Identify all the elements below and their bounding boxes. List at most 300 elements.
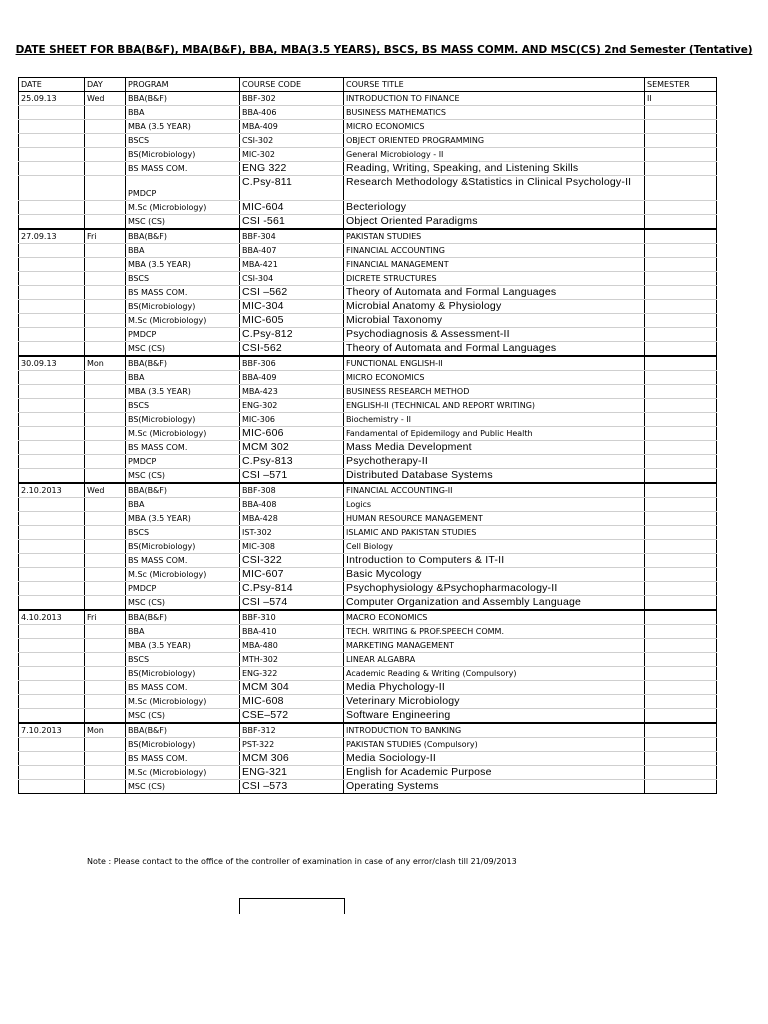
program-cell: BSCS: [126, 653, 240, 667]
table-row: [19, 441, 717, 455]
semester-cell: [645, 244, 717, 258]
semester-cell: [645, 441, 717, 455]
semester-cell: [645, 229, 717, 244]
program-cell: MSC (CS): [126, 215, 240, 230]
course-code-cell: CSE–572: [240, 709, 344, 724]
date-cell: [19, 328, 85, 342]
table-row: [19, 215, 717, 230]
table-row: [19, 469, 717, 484]
program-cell: PMDCP: [126, 328, 240, 342]
course-code-cell: MCM 304: [240, 681, 344, 695]
header-course-code: COURSE CODE: [240, 78, 344, 92]
course-code-cell: CSI –562: [240, 286, 344, 300]
table-row: [19, 385, 717, 399]
date-cell: [19, 385, 85, 399]
semester-cell: [645, 540, 717, 554]
table-row: [19, 201, 717, 215]
program-cell: BSCS: [126, 399, 240, 413]
day-cell: Mon: [85, 723, 126, 738]
table-row: [19, 653, 717, 667]
program-cell: MSC (CS): [126, 342, 240, 357]
course-code-cell: ENG-322: [240, 667, 344, 681]
semester-cell: [645, 738, 717, 752]
day-cell: [85, 134, 126, 148]
day-cell: Fri: [85, 610, 126, 625]
day-cell: [85, 258, 126, 272]
semester-cell: II: [645, 92, 717, 106]
table-row: [19, 695, 717, 709]
program-cell: BBA(B&F): [126, 483, 240, 498]
program-cell: M.Sc (Microbiology): [126, 568, 240, 582]
program-cell: BS(Microbiology): [126, 667, 240, 681]
course-title-cell: Research Methodology &Statistics in Clinical Psychology-II: [344, 176, 645, 201]
table-header-row: [19, 78, 717, 92]
footer-note: Note : Please contact to the office of the controller of examination in case of any error/clash till 21/09/2013: [87, 857, 517, 866]
semester-cell: [645, 780, 717, 794]
date-cell: [19, 441, 85, 455]
day-cell: [85, 469, 126, 484]
course-code-cell: ENG 322: [240, 162, 344, 176]
course-title-cell: Reading, Writing, Speaking, and Listening Skills: [344, 162, 645, 176]
semester-cell: [645, 385, 717, 399]
course-code-cell: MCM 306: [240, 752, 344, 766]
course-title-cell: MICRO ECONOMICS: [344, 120, 645, 134]
table-row: [19, 709, 717, 724]
day-cell: [85, 667, 126, 681]
table-row: [19, 568, 717, 582]
course-code-cell: MBA-480: [240, 639, 344, 653]
day-cell: [85, 653, 126, 667]
date-cell: [19, 371, 85, 385]
date-cell: [19, 738, 85, 752]
day-cell: [85, 427, 126, 441]
semester-cell: [645, 582, 717, 596]
course-title-cell: HUMAN RESOURCE MANAGEMENT: [344, 512, 645, 526]
date-cell: [19, 148, 85, 162]
day-cell: Fri: [85, 229, 126, 244]
semester-cell: [645, 610, 717, 625]
program-cell: MSC (CS): [126, 780, 240, 794]
course-code-cell: CSI-304: [240, 272, 344, 286]
course-code-cell: MIC-304: [240, 300, 344, 314]
course-title-cell: BUSINESS MATHEMATICS: [344, 106, 645, 120]
table-row: [19, 134, 717, 148]
day-cell: [85, 148, 126, 162]
course-code-cell: BBF-308: [240, 483, 344, 498]
date-cell: [19, 134, 85, 148]
course-code-cell: MIC-604: [240, 201, 344, 215]
program-cell: PMDCP: [126, 582, 240, 596]
day-cell: [85, 272, 126, 286]
course-title-cell: Software Engineering: [344, 709, 645, 724]
table-row: [19, 92, 717, 106]
course-code-cell: CSI-302: [240, 134, 344, 148]
table-row: [19, 596, 717, 611]
date-cell: [19, 568, 85, 582]
program-cell: BS MASS COM.: [126, 554, 240, 568]
course-code-cell: BBA-410: [240, 625, 344, 639]
semester-cell: [645, 201, 717, 215]
date-cell: [19, 625, 85, 639]
table-row: [19, 148, 717, 162]
program-cell: BS(Microbiology): [126, 148, 240, 162]
semester-cell: [645, 596, 717, 611]
course-title-cell: FINANCIAL ACCOUNTING: [344, 244, 645, 258]
program-cell: BBA: [126, 625, 240, 639]
semester-cell: [645, 469, 717, 484]
program-cell: M.Sc (Microbiology): [126, 695, 240, 709]
course-title-cell: English for Academic Purpose: [344, 766, 645, 780]
day-cell: [85, 766, 126, 780]
table-row: [19, 314, 717, 328]
semester-cell: [645, 148, 717, 162]
course-title-cell: PAKISTAN STUDIES: [344, 229, 645, 244]
course-code-cell: C.Psy-811: [240, 176, 344, 201]
program-cell: BBA: [126, 106, 240, 120]
semester-cell: [645, 176, 717, 201]
course-title-cell: Theory of Automata and Formal Languages: [344, 286, 645, 300]
day-cell: [85, 498, 126, 512]
course-title-cell: Logics: [344, 498, 645, 512]
program-cell: BSCS: [126, 134, 240, 148]
course-title-cell: Object Oriented Paradigms: [344, 215, 645, 230]
day-cell: [85, 328, 126, 342]
table-row: [19, 286, 717, 300]
table-row: [19, 427, 717, 441]
course-title-cell: Basic Mycology: [344, 568, 645, 582]
day-cell: [85, 738, 126, 752]
day-cell: [85, 120, 126, 134]
day-cell: [85, 526, 126, 540]
course-code-cell: BBF-306: [240, 356, 344, 371]
course-title-cell: Psychotherapy-II: [344, 455, 645, 469]
date-cell: [19, 596, 85, 611]
course-title-cell: ENGLISH-II (TECHNICAL AND REPORT WRITING): [344, 399, 645, 413]
date-cell: 4.10.2013: [19, 610, 85, 625]
program-cell: M.Sc (Microbiology): [126, 766, 240, 780]
date-cell: 27.09.13: [19, 229, 85, 244]
program-cell: BSCS: [126, 272, 240, 286]
course-title-cell: ISLAMIC AND PAKISTAN STUDIES: [344, 526, 645, 540]
course-title-cell: MICRO ECONOMICS: [344, 371, 645, 385]
header-course-title: COURSE TITLE: [344, 78, 645, 92]
program-cell: BBA(B&F): [126, 92, 240, 106]
date-cell: 25.09.13: [19, 92, 85, 106]
day-cell: Wed: [85, 483, 126, 498]
table-row: [19, 498, 717, 512]
course-title-cell: INTRODUCTION TO FINANCE: [344, 92, 645, 106]
date-cell: [19, 314, 85, 328]
course-title-cell: FINANCIAL MANAGEMENT: [344, 258, 645, 272]
program-cell: BBA: [126, 371, 240, 385]
course-code-cell: CSI –574: [240, 596, 344, 611]
date-cell: [19, 427, 85, 441]
course-title-cell: Academic Reading & Writing (Compulsory): [344, 667, 645, 681]
semester-cell: [645, 286, 717, 300]
course-code-cell: BBA-408: [240, 498, 344, 512]
date-cell: [19, 162, 85, 176]
course-code-cell: MBA-428: [240, 512, 344, 526]
program-cell: PMDCP: [126, 176, 240, 201]
header-date: DATE: [19, 78, 85, 92]
date-cell: 7.10.2013: [19, 723, 85, 738]
table-row: [19, 300, 717, 314]
date-cell: [19, 258, 85, 272]
day-cell: [85, 695, 126, 709]
date-cell: [19, 554, 85, 568]
program-cell: PMDCP: [126, 455, 240, 469]
semester-cell: [645, 413, 717, 427]
course-title-cell: Microbial Taxonomy: [344, 314, 645, 328]
semester-cell: [645, 314, 717, 328]
semester-cell: [645, 639, 717, 653]
course-title-cell: Media Phychology-II: [344, 681, 645, 695]
day-cell: [85, 752, 126, 766]
table-row: [19, 229, 717, 244]
course-code-cell: BBA-407: [240, 244, 344, 258]
program-cell: BBA(B&F): [126, 229, 240, 244]
program-cell: BS MASS COM.: [126, 286, 240, 300]
course-title-cell: BUSINESS RESEARCH METHOD: [344, 385, 645, 399]
date-cell: [19, 272, 85, 286]
semester-cell: [645, 120, 717, 134]
table-row: [19, 540, 717, 554]
day-cell: [85, 540, 126, 554]
day-cell: [85, 709, 126, 724]
program-cell: BS(Microbiology): [126, 300, 240, 314]
table-row: [19, 272, 717, 286]
course-code-cell: MCM 302: [240, 441, 344, 455]
semester-cell: [645, 342, 717, 357]
program-cell: BSCS: [126, 526, 240, 540]
course-title-cell: MARKETING MANAGEMENT: [344, 639, 645, 653]
course-code-cell: C.Psy-814: [240, 582, 344, 596]
program-cell: MSC (CS): [126, 709, 240, 724]
course-title-cell: Cell Biology: [344, 540, 645, 554]
table-row: [19, 244, 717, 258]
semester-cell: [645, 653, 717, 667]
course-title-cell: Veterinary Microbiology: [344, 695, 645, 709]
header-day: DAY: [85, 78, 126, 92]
program-cell: M.Sc (Microbiology): [126, 201, 240, 215]
course-code-cell: MBA-409: [240, 120, 344, 134]
date-cell: [19, 106, 85, 120]
program-cell: BS(Microbiology): [126, 738, 240, 752]
course-code-cell: MIC-308: [240, 540, 344, 554]
course-code-cell: MIC-302: [240, 148, 344, 162]
course-title-cell: DICRETE STRUCTURES: [344, 272, 645, 286]
table-row: [19, 554, 717, 568]
semester-cell: [645, 106, 717, 120]
date-cell: [19, 399, 85, 413]
course-title-cell: LINEAR ALGABRA: [344, 653, 645, 667]
program-cell: BBA(B&F): [126, 356, 240, 371]
course-title-cell: Psychophysiology &Psychopharmacology-II: [344, 582, 645, 596]
day-cell: [85, 582, 126, 596]
semester-cell: [645, 272, 717, 286]
day-cell: [85, 215, 126, 230]
course-title-cell: Biochemistry - II: [344, 413, 645, 427]
program-cell: MBA (3.5 YEAR): [126, 258, 240, 272]
table-row: [19, 723, 717, 738]
table-row: [19, 162, 717, 176]
semester-cell: [645, 512, 717, 526]
program-cell: BS MASS COM.: [126, 752, 240, 766]
semester-cell: [645, 356, 717, 371]
course-title-cell: Mass Media Development: [344, 441, 645, 455]
course-title-cell: MACRO ECONOMICS: [344, 610, 645, 625]
table-row: [19, 780, 717, 794]
date-cell: [19, 244, 85, 258]
table-row: [19, 738, 717, 752]
table-row: [19, 371, 717, 385]
program-cell: MBA (3.5 YEAR): [126, 120, 240, 134]
program-cell: BBA(B&F): [126, 723, 240, 738]
day-cell: [85, 399, 126, 413]
table-row: [19, 512, 717, 526]
table-row: [19, 526, 717, 540]
table-row: [19, 356, 717, 371]
day-cell: [85, 314, 126, 328]
day-cell: [85, 371, 126, 385]
program-cell: BBA(B&F): [126, 610, 240, 625]
day-cell: Mon: [85, 356, 126, 371]
semester-cell: [645, 752, 717, 766]
semester-cell: [645, 399, 717, 413]
day-cell: [85, 596, 126, 611]
semester-cell: [645, 483, 717, 498]
semester-cell: [645, 134, 717, 148]
course-code-cell: BBA-406: [240, 106, 344, 120]
course-title-cell: Theory of Automata and Formal Languages: [344, 342, 645, 357]
course-code-cell: MBA-421: [240, 258, 344, 272]
date-cell: [19, 667, 85, 681]
course-code-cell: CSI –573: [240, 780, 344, 794]
semester-cell: [645, 300, 717, 314]
semester-cell: [645, 554, 717, 568]
table-row: [19, 625, 717, 639]
course-code-cell: MIC-608: [240, 695, 344, 709]
date-cell: [19, 342, 85, 357]
course-code-cell: C.Psy-813: [240, 455, 344, 469]
course-code-cell: MIC-306: [240, 413, 344, 427]
date-cell: [19, 681, 85, 695]
header-program: PROGRAM: [126, 78, 240, 92]
day-cell: [85, 176, 126, 201]
course-title-cell: Psychodiagnosis & Assessment-II: [344, 328, 645, 342]
course-title-cell: General Microbiology - II: [344, 148, 645, 162]
program-cell: MSC (CS): [126, 469, 240, 484]
day-cell: [85, 385, 126, 399]
course-code-cell: ENG-302: [240, 399, 344, 413]
course-code-cell: ENG-321: [240, 766, 344, 780]
day-cell: [85, 568, 126, 582]
program-cell: BBA: [126, 244, 240, 258]
course-title-cell: Becteriology: [344, 201, 645, 215]
program-cell: M.Sc (Microbiology): [126, 427, 240, 441]
program-cell: BS MASS COM.: [126, 681, 240, 695]
course-code-cell: MBA-423: [240, 385, 344, 399]
day-cell: [85, 455, 126, 469]
date-cell: [19, 540, 85, 554]
date-cell: [19, 300, 85, 314]
day-cell: [85, 342, 126, 357]
date-cell: [19, 639, 85, 653]
date-cell: [19, 469, 85, 484]
course-title-cell: INTRODUCTION TO BANKING: [344, 723, 645, 738]
date-cell: [19, 695, 85, 709]
semester-cell: [645, 709, 717, 724]
course-title-cell: Computer Organization and Assembly Language: [344, 596, 645, 611]
table-row: [19, 610, 717, 625]
semester-cell: [645, 681, 717, 695]
header-semester: SEMESTER: [645, 78, 717, 92]
day-cell: [85, 554, 126, 568]
table-row: [19, 667, 717, 681]
day-cell: [85, 681, 126, 695]
program-cell: BS MASS COM.: [126, 162, 240, 176]
program-cell: MBA (3.5 YEAR): [126, 385, 240, 399]
date-sheet-table: [18, 77, 717, 794]
course-code-cell: BBA-409: [240, 371, 344, 385]
day-cell: Wed: [85, 92, 126, 106]
course-code-cell: IST-302: [240, 526, 344, 540]
date-cell: [19, 582, 85, 596]
date-cell: [19, 413, 85, 427]
table-row: [19, 681, 717, 695]
course-code-cell: MIC-606: [240, 427, 344, 441]
date-cell: [19, 498, 85, 512]
date-cell: [19, 201, 85, 215]
course-code-cell: MIC-607: [240, 568, 344, 582]
semester-cell: [645, 371, 717, 385]
table-row: [19, 639, 717, 653]
date-cell: [19, 120, 85, 134]
course-title-cell: Operating Systems: [344, 780, 645, 794]
date-cell: [19, 512, 85, 526]
date-cell: [19, 526, 85, 540]
date-cell: [19, 780, 85, 794]
date-cell: [19, 653, 85, 667]
day-cell: [85, 286, 126, 300]
semester-cell: [645, 455, 717, 469]
course-code-cell: C.Psy-812: [240, 328, 344, 342]
date-cell: [19, 215, 85, 230]
date-cell: [19, 709, 85, 724]
semester-cell: [645, 162, 717, 176]
table-row: [19, 413, 717, 427]
day-cell: [85, 639, 126, 653]
course-title-cell: Media Sociology-II: [344, 752, 645, 766]
course-title-cell: Distributed Database Systems: [344, 469, 645, 484]
page-title: DATE SHEET FOR BBA(B&F), MBA(B&F), BBA, MBA(3.5 YEARS), BSCS, BS MASS COMM. AND MSC(CS) 2nd Semester (Tentative): [15, 44, 753, 56]
day-cell: [85, 244, 126, 258]
course-code-cell: CSI -561: [240, 215, 344, 230]
course-code-cell: BBF-304: [240, 229, 344, 244]
course-code-cell: CSI-322: [240, 554, 344, 568]
course-title-cell: FUNCTIONAL ENGLISH-II: [344, 356, 645, 371]
course-code-cell: CSI-562: [240, 342, 344, 357]
program-cell: BS MASS COM.: [126, 441, 240, 455]
table-row: [19, 176, 717, 201]
date-cell: [19, 286, 85, 300]
semester-cell: [645, 328, 717, 342]
table-row: [19, 752, 717, 766]
program-cell: BBA: [126, 498, 240, 512]
date-cell: [19, 455, 85, 469]
day-cell: [85, 625, 126, 639]
course-code-cell: PST-322: [240, 738, 344, 752]
